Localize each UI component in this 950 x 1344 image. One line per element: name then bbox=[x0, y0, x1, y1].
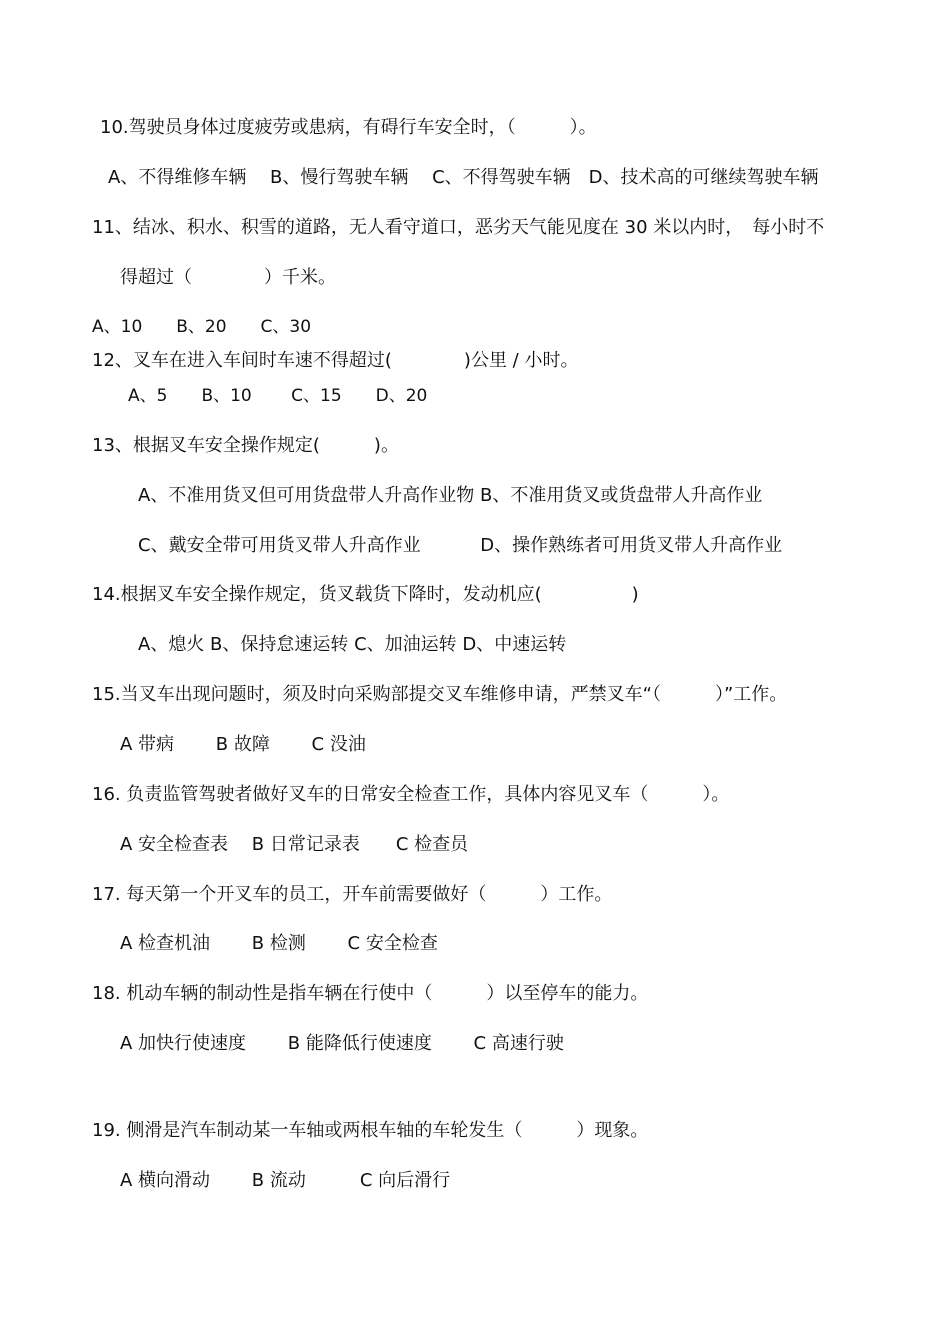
question-19-options: A 横向滑动 B 流动 C 向后滑行 bbox=[120, 1170, 451, 1191]
question-18-options: A 加快行使速度 B 能降低行使速度 C 高速行驶 bbox=[120, 1033, 564, 1054]
question-16-options: A 安全检查表 B 日常记录表 C 检查员 bbox=[120, 834, 469, 855]
question-11-stem: 11、结冰、积水、积雪的道路，无人看守道口，恶劣天气能见度在 30 米以内时， 每小时不 bbox=[92, 217, 825, 238]
question-15-options: A 带病 B 故障 C 没油 bbox=[120, 734, 366, 755]
question-17-options: A 检查机油 B 检测 C 安全检查 bbox=[120, 933, 438, 954]
question-13-options-ab: A、不准用货叉但可用货盘带人升高作业物 B、不准用货叉或货盘带人升高作业 bbox=[138, 485, 763, 506]
question-12-options: A、5 B、10 C、15 D、20 bbox=[128, 386, 428, 406]
question-10-options: A、不得维修车辆 B、慢行驾驶车辆 C、不得驾驶车辆 D、技术高的可继续驾驶车辆 bbox=[108, 167, 819, 188]
question-15-stem: 15.当叉车出现问题时，须及时向采购部提交叉车维修申请，严禁叉车“（ ）”工作。 bbox=[92, 684, 788, 705]
question-13-stem: 13、根据叉车安全操作规定( )。 bbox=[92, 435, 399, 456]
question-18-stem: 18. 机动车辆的制动性是指车辆在行使中（ ）以至停车的能力。 bbox=[92, 983, 649, 1004]
question-19-stem: 19. 侧滑是汽车制动某一车轴或两根车轴的车轮发生（ ）现象。 bbox=[92, 1120, 649, 1141]
question-16-stem: 16. 负责监管驾驶者做好叉车的日常安全检查工作，具体内容见叉车（ ）。 bbox=[92, 784, 730, 805]
question-10-stem: 10.驾驶员身体过度疲劳或患病，有碍行车安全时，（ ）。 bbox=[100, 117, 597, 138]
question-11-options: A、10 B、20 C、30 bbox=[92, 317, 312, 337]
question-17-stem: 17. 每天第一个开叉车的员工，开车前需要做好（ ）工作。 bbox=[92, 884, 613, 905]
question-14-options: A、熄火 B、保持怠速运转 C、加油运转 D、中速运转 bbox=[138, 634, 567, 655]
question-12-stem: 12、叉车在进入车间时车速不得超过( )公里 / 小时。 bbox=[92, 350, 579, 371]
question-13-options-cd: C、戴安全带可用货叉带人升高作业 D、操作熟练者可用货叉带人升高作业 bbox=[138, 535, 783, 556]
question-14-stem: 14.根据叉车安全操作规定，货叉载货下降时，发动机应( ) bbox=[92, 584, 639, 605]
question-11-stem-continued: 得超过（ ）千米。 bbox=[120, 267, 336, 288]
